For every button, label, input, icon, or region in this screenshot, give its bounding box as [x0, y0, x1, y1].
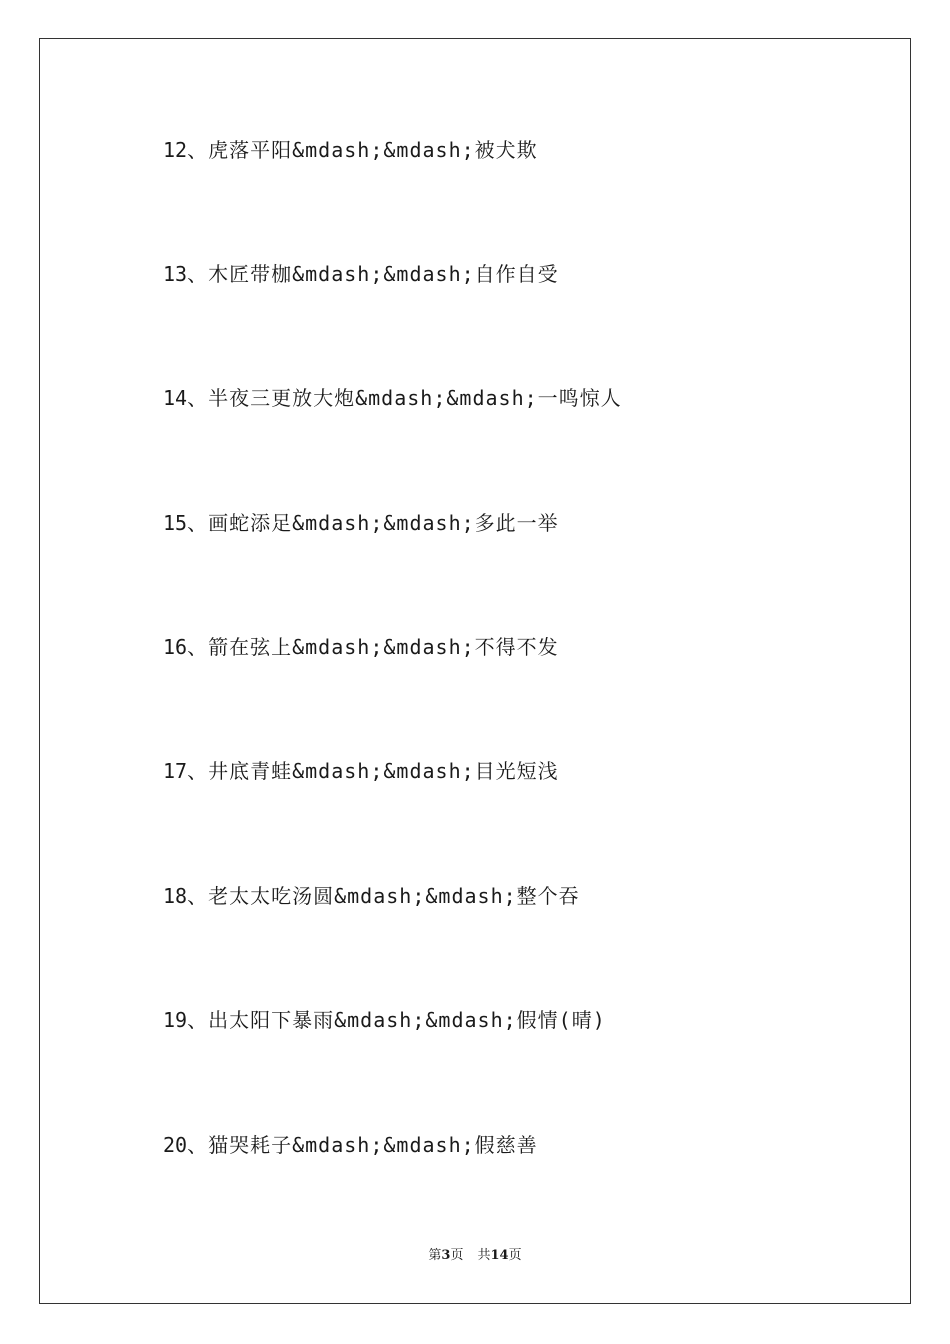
item-separator: 、 [187, 759, 209, 783]
page-footer [0, 1246, 950, 1266]
item-text: 出太阳下暴雨&mdash;&mdash;假情(晴) [208, 1008, 606, 1032]
total-pages-prefix: 共 [477, 1248, 491, 1263]
item-separator: 、 [187, 635, 209, 659]
item-text: 半夜三更放大炮&mdash;&mdash;一鸣惊人 [208, 386, 622, 410]
item-separator: 、 [187, 511, 209, 535]
page-number-suffix: 页 [450, 1248, 464, 1263]
item-number: 17 [163, 759, 188, 783]
list-item [163, 1005, 606, 1035]
item-number: 12 [163, 138, 188, 162]
item-text: 猫哭耗子&mdash;&mdash;假慈善 [208, 1133, 538, 1157]
item-text: 老太太吃汤圆&mdash;&mdash;整个吞 [208, 884, 580, 908]
item-separator: 、 [187, 1133, 209, 1157]
list-item [163, 259, 559, 289]
list-item [163, 508, 559, 538]
total-pages-suffix: 页 [508, 1248, 522, 1263]
list-item [163, 383, 622, 413]
item-separator: 、 [187, 1008, 209, 1032]
item-text: 虎落平阳&mdash;&mdash;被犬欺 [208, 138, 538, 162]
list-item [163, 632, 559, 662]
item-separator: 、 [187, 884, 209, 908]
item-number: 16 [163, 635, 188, 659]
total-page-count: 14 [490, 1248, 509, 1263]
list-item [163, 135, 538, 165]
current-page-number: 3 [441, 1248, 451, 1263]
list-item [163, 756, 559, 786]
item-number: 15 [163, 511, 188, 535]
item-text: 箭在弦上&mdash;&mdash;不得不发 [208, 635, 559, 659]
item-number: 18 [163, 884, 188, 908]
entry-list [163, 0, 883, 1200]
item-separator: 、 [187, 138, 209, 162]
item-number: 13 [163, 262, 188, 286]
page-number-prefix: 第 [428, 1248, 442, 1263]
item-text: 井底青蛙&mdash;&mdash;目光短浅 [208, 759, 559, 783]
item-text: 画蛇添足&mdash;&mdash;多此一举 [208, 511, 559, 535]
item-separator: 、 [187, 386, 209, 410]
list-item [163, 881, 580, 911]
item-number: 19 [163, 1008, 188, 1032]
item-number: 20 [163, 1133, 188, 1157]
item-number: 14 [163, 386, 188, 410]
item-text: 木匠带枷&mdash;&mdash;自作自受 [208, 262, 559, 286]
list-item [163, 1130, 538, 1160]
item-separator: 、 [187, 262, 209, 286]
